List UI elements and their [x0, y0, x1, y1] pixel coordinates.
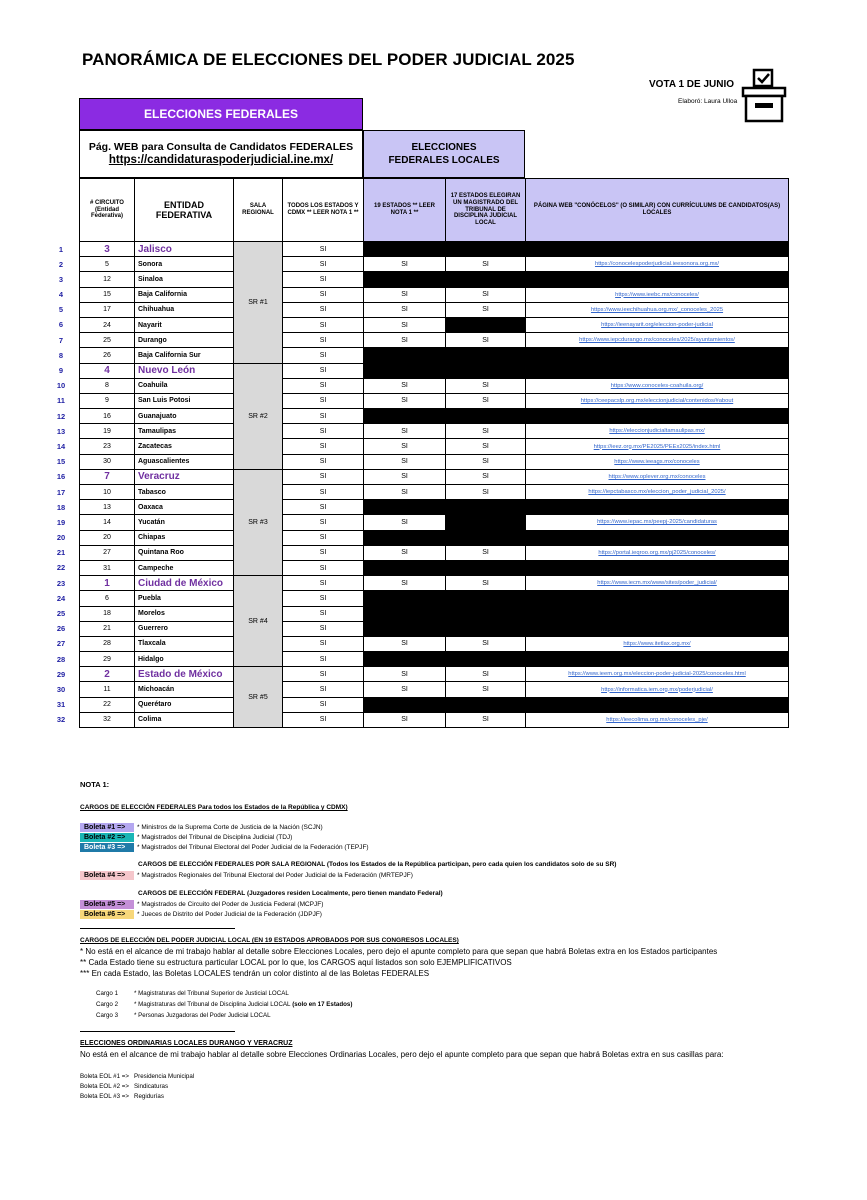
federal-si: SI: [283, 530, 364, 545]
local-17-si: SI: [446, 439, 526, 454]
local-17-si: SI: [446, 469, 526, 484]
circuit-number: 6: [80, 591, 135, 606]
circuit-number: 27: [80, 545, 135, 560]
conoceles-link[interactable]: https://ieenayarit.org/eleccion-poder-judicial: [526, 317, 789, 332]
state-name: Yucatán: [135, 515, 234, 530]
notes-section: [80, 780, 860, 1101]
conoceles-link[interactable]: https://ieez.org.mx/PE2025/PEEx2025/index.html: [526, 439, 789, 454]
author-credit: Elaboró: Laura Ulloa: [678, 98, 738, 105]
eol-2-label: Boleta EOL #2 =>: [80, 1082, 129, 1090]
federal-si: SI: [283, 378, 364, 393]
conoceles-link[interactable]: https://conocelespoderjudicial.ieesonora.org.mx/: [526, 257, 789, 272]
local-19-si: SI: [364, 439, 446, 454]
federal-si: SI: [283, 439, 364, 454]
conoceles-link[interactable]: https://www.ieeags.mx/conoceles: [526, 454, 789, 469]
row-number: 3: [58, 274, 64, 284]
no-local-election: [364, 591, 789, 606]
table-row: [80, 545, 789, 560]
federal-si: SI: [283, 591, 364, 606]
federal-si: SI: [283, 545, 364, 560]
local-17-si: SI: [446, 636, 526, 651]
local-17-si: SI: [446, 545, 526, 560]
local-elections-header: [363, 130, 525, 178]
circuit-number: 29: [80, 652, 135, 667]
state-name: Hidalgo: [135, 652, 234, 667]
col-header-entidad: ENTIDAD FEDERATIVA: [135, 179, 234, 242]
boleta-3-text: * Magistrados del Tribunal Electoral del Poder Judicial de la Federación (TEPJF): [137, 843, 369, 851]
row-number: 15: [56, 457, 66, 467]
no-local-election: [364, 606, 789, 621]
local-17-si: SI: [446, 302, 526, 317]
local-19-si: SI: [364, 667, 446, 682]
ordinary-elections-text: No está en el alcance de mi trabajo hablar al detalle sobre Elecciones Ordinarias Locales, pero dejo el apunte completo para que sepan que habrá Boletas extra en sus casillas para:: [80, 1050, 724, 1059]
federal-si: SI: [283, 469, 364, 484]
table-row: [80, 560, 789, 575]
local-note-2: ** Cada Estado tiene su estructura particular LOCAL por lo que, los CARGOS aquí listados son solo EJEMPLIFICATIVOS: [80, 958, 512, 967]
boleta-1-text: * Ministros de la Suprema Corte de Justicia de la Nación (SCJN): [137, 823, 323, 831]
state-name: Guanajuato: [135, 409, 234, 424]
federal-web-label: Pág. WEB para Consulta de Candidatos FEDERALES: [88, 141, 354, 153]
local-19-si: SI: [364, 302, 446, 317]
federal-si: SI: [283, 393, 364, 408]
federal-si: SI: [283, 560, 364, 575]
row-number: 10: [56, 381, 66, 391]
state-name: Morelos: [135, 606, 234, 621]
ballot-box-icon: [740, 68, 788, 123]
federal-si: SI: [283, 667, 364, 682]
federal-si: SI: [283, 515, 364, 530]
circuit-number: 14: [80, 515, 135, 530]
circuit-number: 2: [80, 667, 135, 682]
table-row: [80, 333, 789, 348]
col-header-sala: SALA REGIONAL: [234, 179, 283, 242]
federal-si: SI: [283, 485, 364, 500]
federal-si: SI: [283, 636, 364, 651]
state-name: Durango: [135, 333, 234, 348]
federal-elections-header: ELECCIONES FEDERALES: [79, 98, 363, 130]
boleta-4-tag: Boleta #4 =>: [80, 871, 134, 880]
boleta-4-text: * Magistrados Regionales del Tribunal Electoral del Poder Judicial de la Federación (MRTEPJF): [137, 871, 413, 879]
federal-si: SI: [283, 682, 364, 697]
row-number: 19: [56, 517, 66, 527]
sala-regional: SR #5: [234, 667, 283, 728]
row-number: 27: [56, 639, 66, 649]
row-number: 28: [56, 654, 66, 664]
table-row: [80, 697, 789, 712]
state-name: Michoacán: [135, 682, 234, 697]
table-body: [80, 242, 789, 728]
circuit-number: 11: [80, 682, 135, 697]
circuit-number: 22: [80, 697, 135, 712]
state-name: Nuevo León: [135, 363, 234, 378]
state-name: Colima: [135, 712, 234, 727]
federal-si: SI: [283, 302, 364, 317]
col-header-17-estados: 17 ESTADOS ELEGIRAN UN MAGISTRADO DEL TRIBUNAL DE DISCIPLINA JUDICIAL LOCAL: [446, 179, 526, 242]
row-number: 11: [57, 396, 65, 406]
circuit-number: 8: [80, 378, 135, 393]
no-local-election: [364, 560, 789, 575]
state-name: Quintana Roo: [135, 545, 234, 560]
no-local-election: [364, 272, 789, 287]
divider: [80, 1031, 235, 1032]
circuit-number: 12: [80, 272, 135, 287]
circuit-number: 32: [80, 712, 135, 727]
row-number: 18: [56, 502, 66, 512]
federal-si: SI: [283, 363, 364, 378]
conoceles-link[interactable]: https://ieecolima.org.mx/conoceles_pje/: [526, 712, 789, 727]
row-number: 30: [56, 684, 66, 694]
federal-si: SI: [283, 606, 364, 621]
circuit-number: 17: [80, 302, 135, 317]
local-17-si: SI: [446, 287, 526, 302]
state-name: Chiapas: [135, 530, 234, 545]
table-row: [80, 348, 789, 363]
ordinary-elections-heading: ELECCIONES ORDINARIAS LOCALES DURANGO Y VERACRUZ: [80, 1040, 293, 1047]
no-local-election: [364, 697, 789, 712]
state-name: Baja California Sur: [135, 348, 234, 363]
row-number: 14: [56, 441, 66, 451]
federal-web-box: [79, 130, 363, 178]
row-number: 25: [56, 609, 66, 618]
col-header-circuito: # CIRCUITO (Entidad Federativa): [80, 179, 135, 242]
state-name: Zacatecas: [135, 439, 234, 454]
federal-si: SI: [283, 272, 364, 287]
table-row: [80, 712, 789, 727]
local-17-si: SI: [446, 333, 526, 348]
federal-web-link[interactable]: https://candidaturaspoderjudicial.ine.mx/: [108, 154, 334, 166]
conoceles-link[interactable]: https://iepctabasco.mx/eleccion_poder_judicial_2025/: [526, 485, 789, 500]
table-row: [80, 439, 789, 454]
local-17-si: SI: [446, 712, 526, 727]
table-row: [80, 652, 789, 667]
local-17-si: SI: [446, 454, 526, 469]
federal-si: SI: [283, 242, 364, 257]
table-row: [80, 257, 789, 272]
local-17-si: SI: [446, 378, 526, 393]
cargo-2-text: * Magistraturas del Tribunal de Disciplina Judicial LOCAL: [134, 1001, 291, 1008]
local-17-si: SI: [446, 424, 526, 439]
state-name: San Luis Potosi: [135, 393, 234, 408]
federal-si: SI: [283, 454, 364, 469]
local-17-si: [446, 515, 526, 530]
row-number: 17: [56, 487, 66, 497]
circuit-number: 20: [80, 530, 135, 545]
no-local-election: [364, 500, 789, 515]
page-title: PANORÁMICA DE ELECCIONES DEL PODER JUDICIAL 2025: [82, 50, 575, 69]
state-name: Sonora: [135, 257, 234, 272]
conoceles-link[interactable]: https://www.iecm.mx/www/sites/poder_judicial/: [526, 576, 789, 591]
table-row: [80, 485, 789, 500]
federal-si: SI: [283, 257, 364, 272]
eol-3-text: Regidurías: [134, 1092, 164, 1100]
divider: [80, 928, 235, 929]
local-17-si: SI: [446, 485, 526, 500]
conoceles-link[interactable]: https://informatica.iem.org.mx/poderjudicial/: [526, 682, 789, 697]
cargo-1-text: * Magistraturas del Tribunal Superior de Justicial LOCAL: [134, 990, 289, 997]
local-19-si: SI: [364, 682, 446, 697]
state-name: Chihuahua: [135, 302, 234, 317]
conoceles-link[interactable]: https://ceepacslp.org.mx/eleccionjudicial/contenidos/#about: [526, 393, 789, 408]
state-name: Sinaloa: [135, 272, 234, 287]
circuit-number: 16: [80, 409, 135, 424]
federal-si: SI: [283, 333, 364, 348]
nota-title: NOTA 1:: [80, 780, 110, 789]
row-number: 22: [56, 563, 66, 573]
table-row: [80, 272, 789, 287]
local-19-si: SI: [364, 333, 446, 348]
table-header-row: [80, 179, 789, 242]
boleta-2-tag: Boleta #2 =>: [80, 833, 134, 842]
circuit-number: 9: [80, 393, 135, 408]
state-name: Puebla: [135, 591, 234, 606]
local-17-si: [446, 317, 526, 332]
federal-si: SI: [283, 652, 364, 667]
boleta-3-tag: Boleta #3 =>: [80, 843, 134, 852]
state-name: Guerrero: [135, 621, 234, 636]
no-local-election: [364, 242, 789, 257]
table-row: [80, 576, 789, 591]
conoceles-link[interactable]: https://www.ieebc.mx/conoceles/: [526, 287, 789, 302]
conoceles-link[interactable]: https://www.iepcdurango.mx/conoceles/2025/ayuntamientos/: [526, 333, 789, 348]
row-number: 24: [56, 593, 66, 603]
conoceles-link[interactable]: https://www.conoceles-coahuila.org/: [526, 378, 789, 393]
conoceles-link[interactable]: https://www.oplever.org.mx/conoceles: [526, 469, 789, 484]
table-row: [80, 667, 789, 682]
local-19-si: SI: [364, 393, 446, 408]
local-note-3: *** En cada Estado, las Boletas LOCALES tendrán un color distinto al de las Boletas FEDERALES: [80, 969, 430, 978]
table-row: [80, 317, 789, 332]
circuit-number: 13: [80, 500, 135, 515]
sala-regional: SR #3: [234, 469, 283, 575]
boleta-2-text: * Magistrados del Tribunal de Disciplina Judicial (TDJ): [137, 833, 293, 841]
row-number: 13: [56, 426, 66, 436]
table-row: [80, 469, 789, 484]
no-local-election: [364, 621, 789, 636]
federal-si: SI: [283, 697, 364, 712]
conoceles-link[interactable]: https://portal.ieqroo.org.mx/pj2025/conoceles/: [526, 545, 789, 560]
eol-1-label: Boleta EOL #1 =>: [80, 1072, 129, 1080]
no-local-election: [364, 652, 789, 667]
state-name: Tlaxcala: [135, 636, 234, 651]
local-19-si: SI: [364, 454, 446, 469]
row-number: 2: [58, 259, 64, 269]
federal-si: SI: [283, 287, 364, 302]
row-number: 7: [58, 335, 64, 345]
boleta-6-tag: Boleta #6 =>: [80, 910, 134, 919]
table-row: [80, 682, 789, 697]
local-19-si: SI: [364, 257, 446, 272]
table-row: [80, 454, 789, 469]
federal-si: SI: [283, 409, 364, 424]
circuit-number: 21: [80, 621, 135, 636]
local-19-si: SI: [364, 576, 446, 591]
row-number: 1: [58, 244, 64, 254]
sala-regional: SR #1: [234, 242, 283, 364]
circuit-number: 19: [80, 424, 135, 439]
federal-si: SI: [283, 576, 364, 591]
table-row: [80, 378, 789, 393]
table-row: [80, 530, 789, 545]
circuit-number: 30: [80, 454, 135, 469]
state-name: Coahuila: [135, 378, 234, 393]
state-name: Ciudad de México: [135, 576, 234, 591]
circuit-number: 26: [80, 348, 135, 363]
local-19-si: SI: [364, 515, 446, 530]
circuit-number: 3: [80, 242, 135, 257]
federal-si: SI: [283, 621, 364, 636]
row-number: 26: [56, 624, 66, 634]
eol-3-label: Boleta EOL #3 =>: [80, 1092, 129, 1100]
table-row: [80, 287, 789, 302]
table-row: [80, 242, 789, 257]
local-17-si: SI: [446, 667, 526, 682]
table-row: [80, 363, 789, 378]
local-17-si: SI: [446, 682, 526, 697]
circuit-number: 10: [80, 485, 135, 500]
cargo-2-label: Cargo 2: [96, 1001, 119, 1008]
conoceles-link[interactable]: https://www.itetlax.org.mx/: [526, 636, 789, 651]
col-header-19-estados: 19 ESTADOS ** LEER NOTA 1 **: [364, 179, 446, 242]
local-17-si: SI: [446, 576, 526, 591]
vote-date-label: VOTA 1 DE JUNIO: [649, 79, 735, 90]
row-number: 20: [56, 533, 66, 543]
row-number: 32: [56, 715, 66, 725]
juzgadores-heading: CARGOS DE ELECCIÓN FEDERAL (Juzgadores residen Localmente, pero tienen mandato Federal): [138, 890, 443, 897]
circuit-number: 7: [80, 469, 135, 484]
row-number: 16: [56, 472, 66, 482]
cargo-1-label: Cargo 1: [96, 990, 119, 997]
row-number: 8: [58, 350, 64, 360]
table-row: [80, 424, 789, 439]
table-row: [80, 606, 789, 621]
boleta-5-text: * Magistrados de Circuito del Poder de Justicia Federal (MCPJF): [137, 900, 324, 908]
state-name: Nayarit: [135, 317, 234, 332]
state-name: Oaxaca: [135, 500, 234, 515]
circuit-number: 5: [80, 257, 135, 272]
local-19-si: SI: [364, 469, 446, 484]
cargo-2-note: (solo en 17 Estados): [292, 1001, 353, 1008]
state-name: Jalisco: [135, 242, 234, 257]
local-17-si: SI: [446, 393, 526, 408]
table-row: [80, 621, 789, 636]
boleta-5-tag: Boleta #5 =>: [80, 900, 134, 909]
local-19-si: SI: [364, 636, 446, 651]
row-number: 9: [58, 366, 64, 375]
row-number: 12: [56, 411, 66, 421]
row-number: 5: [58, 305, 64, 315]
boleta-1-tag: Boleta #1 =>: [80, 823, 134, 832]
cargo-3-text: * Personas Juzgadoras del Poder Judicial LOCAL: [134, 1012, 271, 1019]
row-number: 29: [56, 669, 66, 679]
local-note-1: * No está en el alcance de mi trabajo hablar al detalle sobre Elecciones Locales, pero dejo el apunte completo para que sepan que habrá Boletas extra en los Estados participantes: [80, 947, 718, 956]
col-header-web: PÁGINA WEB "CONÓCELOS" (O SIMILAR) CON CURRÍCULUMS DE CANDIDATOS(AS) LOCALES: [526, 179, 789, 242]
eol-1-text: Presidencia Municipal: [134, 1072, 195, 1080]
state-name: Veracruz: [135, 469, 234, 484]
conoceles-link[interactable]: https://www.ieem.org.mx/eleccion-poder-judicial-2025/conoceles.html: [526, 667, 789, 682]
federal-si: SI: [283, 712, 364, 727]
local-19-si: SI: [364, 712, 446, 727]
circuit-number: 23: [80, 439, 135, 454]
circuit-number: 25: [80, 333, 135, 348]
elections-table: [79, 178, 789, 728]
circuit-number: 1: [80, 576, 135, 591]
row-number: 31: [56, 700, 66, 710]
local-19-si: SI: [364, 287, 446, 302]
local-elections-header-text: ELECCIONES FEDERALES LOCALES: [388, 141, 500, 166]
table-row: [80, 409, 789, 424]
local-19-si: SI: [364, 317, 446, 332]
local-17-si: SI: [446, 257, 526, 272]
state-name: Estado de México: [135, 667, 234, 682]
no-local-election: [364, 530, 789, 545]
state-name: Tamaulipas: [135, 424, 234, 439]
row-numbers: [50, 242, 72, 728]
local-19-si: SI: [364, 378, 446, 393]
no-local-election: [364, 348, 789, 363]
conoceles-link[interactable]: https://www.iepac.mx/peepj-2025/candidaturas: [526, 515, 789, 530]
table-row: [80, 515, 789, 530]
no-local-election: [364, 409, 789, 424]
table-row: [80, 393, 789, 408]
state-name: Tabasco: [135, 485, 234, 500]
circuit-number: 31: [80, 560, 135, 575]
boleta-6-text: * Jueces de Distrito del Poder Judicial de la Federación (JDPJF): [137, 910, 322, 918]
no-local-election: [364, 363, 789, 378]
cargo-3-label: Cargo 3: [96, 1012, 119, 1019]
state-name: Querétaro: [135, 697, 234, 712]
state-name: Campeche: [135, 560, 234, 575]
state-name: Baja California: [135, 287, 234, 302]
federal-si: SI: [283, 500, 364, 515]
table-row: [80, 636, 789, 651]
federal-si: SI: [283, 317, 364, 332]
row-number: 21: [56, 548, 66, 558]
sala-regional: SR #4: [234, 576, 283, 667]
table-row: [80, 591, 789, 606]
circuit-number: 24: [80, 317, 135, 332]
row-number: 23: [56, 578, 66, 588]
sala-regional: SR #2: [234, 363, 283, 469]
circuit-number: 28: [80, 636, 135, 651]
circuit-number: 4: [80, 363, 135, 378]
row-number: 4: [58, 290, 64, 300]
col-header-todos: TODOS LOS ESTADOS Y CDMX ** LEER NOTA 1 **: [283, 179, 364, 242]
local-19-si: SI: [364, 424, 446, 439]
federal-si: SI: [283, 348, 364, 363]
local-19-si: SI: [364, 545, 446, 560]
federal-cargos-heading: CARGOS DE ELECCIÓN FEDERALES Para todos los Estados de la República y CDMX): [80, 804, 348, 811]
table-row: [80, 500, 789, 515]
conoceles-link[interactable]: https://www.ieechihuahua.org.mx/_conoceles_2025: [526, 302, 789, 317]
local-19-si: SI: [364, 485, 446, 500]
sala-cargos-heading: CARGOS DE ELECCIÓN FEDERALES POR SALA REGIONAL (Todos los Estados de la República participan, pero cada quien los candidatos solo de su SR): [138, 861, 617, 868]
circuit-number: 18: [80, 606, 135, 621]
local-cargos-heading: CARGOS DE ELECCIÓN DEL PODER JUDICIAL LOCAL (EN 19 ESTADOS APROBADOS POR SUS CONGRESOS LOCALES): [80, 937, 459, 944]
state-name: Aguascalientes: [135, 454, 234, 469]
row-number: 6: [58, 320, 64, 330]
conoceles-link[interactable]: https://eleccionjudicialtamaulipas.mx/: [526, 424, 789, 439]
federal-si: SI: [283, 424, 364, 439]
eol-2-text: Sindicaturas: [134, 1082, 169, 1090]
circuit-number: 15: [80, 287, 135, 302]
table-row: [80, 302, 789, 317]
